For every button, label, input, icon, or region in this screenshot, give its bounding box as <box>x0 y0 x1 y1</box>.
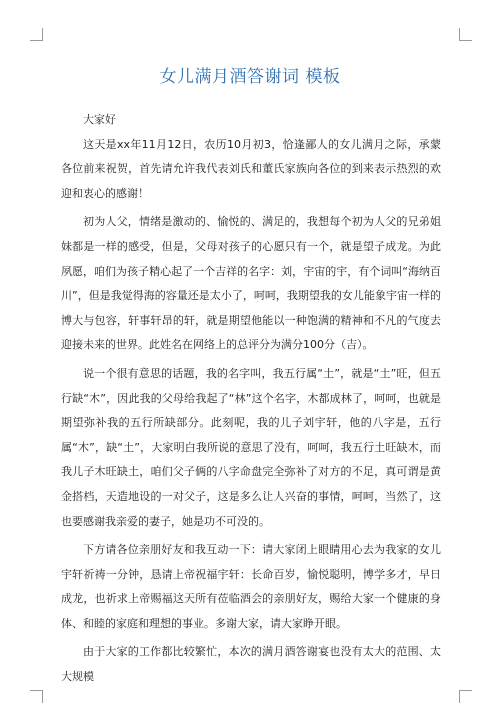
document-title: 女儿满月酒答谢词 模板 <box>159 67 341 87</box>
paragraph: 下方请各位亲朋好友和我互动一下：请大家闭上眼睛用心去为我家的女儿宇轩祈祷一分钟，恳请上帝祝福宇轩：长命百岁，愉悦聪明，博学多才，早日成龙，也祈求上帝赐福这天所有莅临酒会的亲朋好友，赐给大家一个健康的身体、和睦的家庭和理想的事业。多谢大家，请大家睁开眼。 <box>61 543 441 630</box>
greeting: 大家好 <box>83 113 116 126</box>
page-corner-mark-top-left <box>30 28 43 41</box>
paragraph: 说一个很有意思的话题，我的名字叫，我五行属“土”，就是“土”旺，但五行缺“木”，因此我的父母给我起了“林”这个名字，木都成林了，呵呵，也就是期望弥补我的五行所缺部分。此刻呢，我的儿子刘宇轩，他的八字是，五行属“木”，缺“土”，大家明白我所说的意思了没有，呵呵，我五行土旺缺木，而我儿子木旺缺土，咱们父子俩的八字命盘完全弥补了对方的不足，真可谓是黄金搭档，天造地设的一对父子，这是多么让人兴奋的事情，呵呵，当然了，这也要感谢我亲爱的妻子，她是功不可没的。 <box>61 366 441 528</box>
paragraph: 这天是xx年11月12日，农历10月初3，恰逢鄙人的女儿满月之际，承蒙各位前来祝贺，首先请允许我代表刘氏和董氏家族向各位的到来表示热烈的欢迎和衷心的感谢！ <box>61 137 441 200</box>
document-body <box>61 108 441 694</box>
page-corner-mark-bottom-left <box>30 690 43 703</box>
page-corner-mark-top-right <box>459 28 472 41</box>
page-corner-mark-bottom-right <box>459 690 472 703</box>
paragraph: 初为人父，情绪是激动的、愉悦的、满足的，我想每个初为人父的兄弟姐妹都是一样的感受，但是，父母对孩子的心愿只有一个，就是望子成龙。为此夙愿，咱们为孩子精心起了一个吉祥的名字：刘，宇宙的宇，有个词叫“海纳百川”，但是我觉得海的容量还是太小了，呵呵，我期望我的女儿能象宇宙一样的博大与包容，轩事轩昂的轩，就是期望他能以一种饱满的精神和不凡的气度去迎接未来的世界。此姓名在网络上的总评分为满分100分（吉）。 <box>61 215 441 352</box>
paragraph: 由于大家的工作都比较繁忙，本次的满月酒答谢宴也没有太大的范围、太大规模 <box>61 645 441 684</box>
